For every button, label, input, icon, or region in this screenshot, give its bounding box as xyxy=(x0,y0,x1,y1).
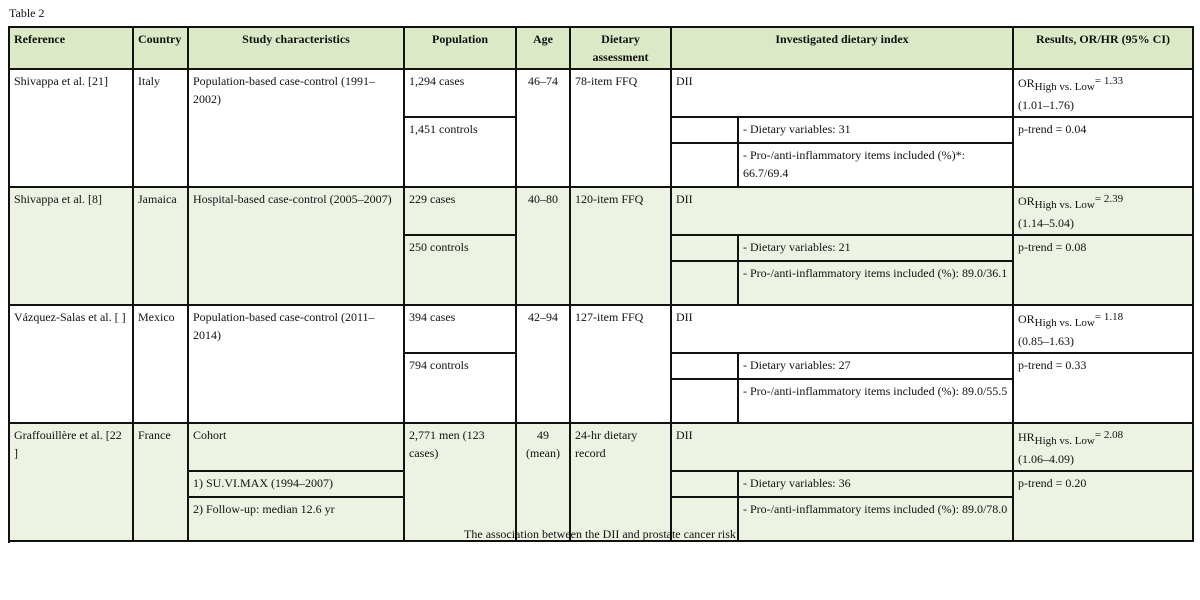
study-cell: Hospital-based case-control (2005–2007) xyxy=(188,187,404,305)
assessment-cell: 24-hr dietary record xyxy=(570,423,671,541)
study-cell: Population-based case-control (1991–2002) xyxy=(188,69,404,187)
result-sup: = 1.18 xyxy=(1094,311,1124,323)
reference-cell: Shivappa et al. [21] xyxy=(9,69,133,187)
result-ci: (1.01–1.76) xyxy=(1018,98,1074,112)
reference-cell: Graffouillère et al. [22 ] xyxy=(9,423,133,541)
items-cell: - Pro-/anti-inflammatory items included (%)*: 66.7/69.4 xyxy=(738,143,1013,187)
stray-dot xyxy=(8,541,10,543)
header-study: Study characteristics xyxy=(188,27,404,69)
result-prefix: OR xyxy=(1018,194,1035,208)
table-row xyxy=(9,69,1193,117)
reference-cell: Shivappa et al. [8] xyxy=(9,187,133,305)
ptrend-cell: p-trend = 0.20 xyxy=(1013,471,1193,541)
result-prefix: HR xyxy=(1018,430,1035,444)
result-cell xyxy=(1013,69,1193,117)
index-cell: DII xyxy=(671,187,1013,235)
age-cell: 46–74 xyxy=(516,69,570,187)
result-sub: High vs. Low xyxy=(1034,435,1095,447)
index-cell: DII xyxy=(671,305,1013,353)
table-label: Table 2 xyxy=(9,6,45,20)
assessment-cell: 120-item FFQ xyxy=(570,187,671,305)
country-cell: Italy xyxy=(133,69,188,187)
index-cell: DII xyxy=(671,423,1013,471)
population-cases-cell: 394 cases xyxy=(404,305,516,353)
items-cell: - Pro-/anti-inflammatory items included (%): 89.0/36.1 xyxy=(738,261,1013,305)
population-cases-cell: 1,294 cases xyxy=(404,69,516,117)
header-dietary-line2: assessment xyxy=(592,50,649,64)
population-controls-cell: 1,451 controls xyxy=(404,117,516,187)
variables-cell: - Dietary variables: 21 xyxy=(738,235,1013,261)
assessment-cell: 127-item FFQ xyxy=(570,305,671,423)
variables-cell: - Dietary variables: 36 xyxy=(738,471,1013,497)
result-cell xyxy=(1013,187,1193,235)
population-cases-cell: 229 cases xyxy=(404,187,516,235)
index-cell: DII xyxy=(671,69,1013,117)
result-sup: = 1.33 xyxy=(1094,75,1124,87)
items-cell: - Pro-/anti-inflammatory items included (%): 89.0/78.0 xyxy=(738,497,1013,541)
header-results: Results, OR/HR (95% CI) xyxy=(1013,27,1193,69)
country-cell: Mexico xyxy=(133,305,188,423)
results-table xyxy=(8,26,1194,542)
spacer-cell xyxy=(671,143,738,187)
header-population: Population xyxy=(404,27,516,69)
result-prefix: OR xyxy=(1018,312,1035,326)
ptrend-cell: p-trend = 0.33 xyxy=(1013,353,1193,423)
ptrend-cell: p-trend = 0.04 xyxy=(1013,117,1193,187)
age-cell: 42–94 xyxy=(516,305,570,423)
spacer-cell xyxy=(671,471,738,497)
result-sup: = 2.08 xyxy=(1094,429,1124,441)
variables-cell: - Dietary variables: 27 xyxy=(738,353,1013,379)
spacer-cell xyxy=(671,117,738,143)
reference-cell: Vázquez-Salas et al. [ ] xyxy=(9,305,133,423)
header-row xyxy=(9,27,1193,69)
header-dietary-assessment xyxy=(570,27,671,69)
header-age: Age xyxy=(516,27,570,69)
items-cell: - Pro-/anti-inflammatory items included (%): 89.0/55.5 xyxy=(738,379,1013,423)
result-sup: = 2.39 xyxy=(1094,193,1124,205)
variables-cell: - Dietary variables: 31 xyxy=(738,117,1013,143)
country-cell: France xyxy=(133,423,188,541)
result-ci: (0.85–1.63) xyxy=(1018,334,1074,348)
spacer-cell xyxy=(671,379,738,423)
result-sub: High vs. Low xyxy=(1034,317,1095,329)
age-cell: 49 (mean) xyxy=(516,423,570,541)
spacer-cell xyxy=(671,235,738,261)
study-cell: Cohort xyxy=(188,423,404,471)
header-index: Investigated dietary index xyxy=(671,27,1013,69)
result-sub: High vs. Low xyxy=(1034,199,1095,211)
table-row xyxy=(9,187,1193,235)
assessment-cell: 78-item FFQ xyxy=(570,69,671,187)
table-row xyxy=(9,423,1193,471)
table-row xyxy=(9,305,1193,353)
study-detail-cell: 1) SU.VI.MAX (1994–2007) xyxy=(188,471,404,497)
study-detail-cell: 2) Follow-up: median 12.6 yr xyxy=(188,497,404,541)
ptrend-cell: p-trend = 0.08 xyxy=(1013,235,1193,305)
result-cell xyxy=(1013,423,1193,471)
age-cell: 40–80 xyxy=(516,187,570,305)
header-country: Country xyxy=(133,27,188,69)
result-prefix: OR xyxy=(1018,76,1035,90)
result-sub: High vs. Low xyxy=(1034,81,1095,93)
study-cell: Population-based case-control (2011–2014) xyxy=(188,305,404,423)
country-cell: Jamaica xyxy=(133,187,188,305)
spacer-cell xyxy=(671,353,738,379)
header-reference: Reference xyxy=(9,27,133,69)
population-controls-cell: 794 controls xyxy=(404,353,516,423)
header-dietary-line1: Dietary xyxy=(601,32,640,46)
population-controls-cell: 250 controls xyxy=(404,235,516,305)
result-cell xyxy=(1013,305,1193,353)
population-cell: 2,771 men (123 cases) xyxy=(404,423,516,541)
spacer-cell xyxy=(671,261,738,305)
table-caption: The association between the DII and prostate cancer risk xyxy=(464,527,736,541)
result-ci: (1.14–5.04) xyxy=(1018,216,1074,230)
result-ci: (1.06–4.09) xyxy=(1018,452,1074,466)
